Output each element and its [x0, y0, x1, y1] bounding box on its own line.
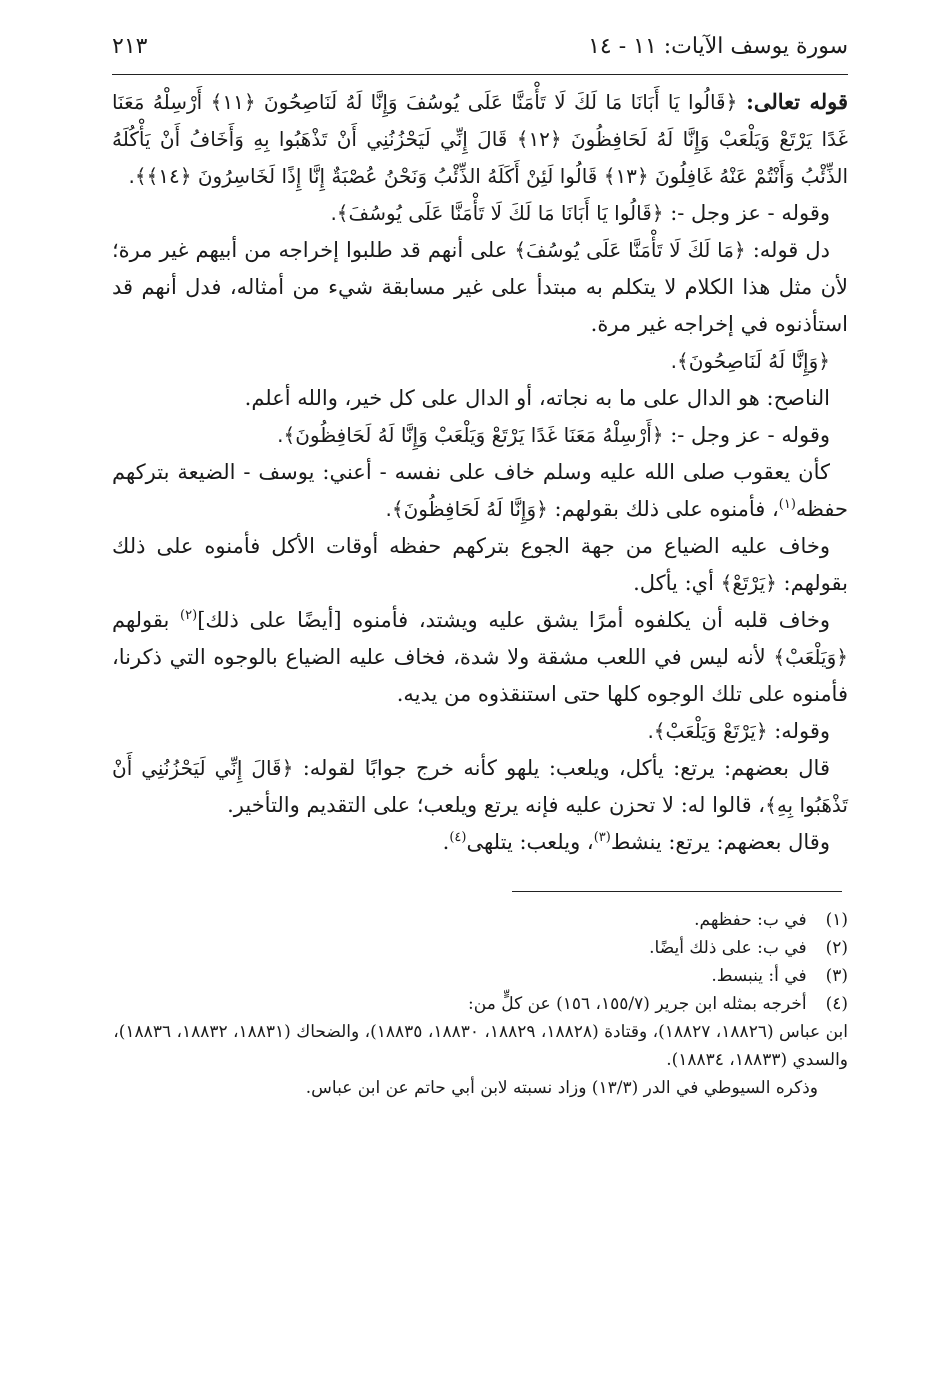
footnote-divider-wrap — [112, 891, 848, 892]
footnote-continuation: وذكره السيوطي في الدر (١٣/٣) وزاد نسبته لابن أبي حاتم عن ابن عباس. — [305, 1078, 818, 1098]
quran-quote: ﴿يَرْتَعْ وَيَلْعَبْ﴾. — [647, 719, 768, 743]
footnote-number: (٢) — [825, 938, 848, 958]
page-header — [112, 34, 848, 74]
text: وقوله: — [774, 719, 830, 743]
text: قال بعضهم: يرتع: يأكل، ويلعب: يلهو كأنه خرج جوابًا لقوله: — [302, 756, 830, 780]
text: أي: يأكل. — [633, 571, 714, 595]
text: ، قالوا له: لا تحزن عليه فإنه يرتع ويلعب؛ على التقديم والتأخير. — [227, 793, 766, 817]
paragraph-verses — [112, 83, 848, 195]
footnote-text: أخرجه بمثله ابن جرير (١٥٥/٧، ١٥٦) عن كلٍّ من: — [468, 994, 807, 1014]
paragraph — [112, 232, 848, 343]
paragraph — [112, 380, 848, 417]
quran-quote: ﴿يَرْتَعْ﴾ — [720, 571, 777, 595]
quran-quote: ﴿وَيَلْعَبْ﴾ — [773, 645, 848, 669]
footnote-ref: (١) — [778, 497, 796, 512]
paragraph — [112, 417, 848, 454]
text: ، ويلعب: يتلهى — [466, 830, 594, 854]
footnote-ref: (٢) — [180, 608, 198, 623]
text: بقولهم — [112, 608, 170, 632]
footnote-text: في أ: ينبسط. — [711, 966, 807, 986]
text: وقوله - عز وجل -: — [670, 201, 830, 225]
footnote-item — [112, 934, 848, 962]
footnote-item — [112, 906, 848, 934]
page-number: ٢١٣ — [112, 34, 148, 59]
footnote-text: في ب: على ذلك أيضًا. — [649, 938, 807, 958]
main-text — [112, 83, 848, 861]
quran-quote: ﴿وَإِنَّا لَهُ لَنَاصِحُونَ﴾. — [670, 349, 830, 373]
text: وخاف قلبه أن يكلفوه أمرًا يشق عليه ويشتد، فأمنوه [أيضًا على ذلك] — [197, 608, 830, 632]
text: على أنهم قد طلبوا إخراجه من أبيهم غير مرة؛ لأن مثل هذا الكلام لا يتكلم به مبتدأ على غير مسابقة شيء من أمثاله، فدل أنهم قد استأذنوه في إخراجه غير مرة. — [112, 238, 848, 336]
quran-verses: ﴿قَالُوا يَا أَبَانَا مَا لَكَ لَا تَأْمَنَّا عَلَى يُوسُفَ وَإِنَّا لَهُ لَنَاصِحُونَ ﴿١١﴾ أَرْسِلْهُ مَعَنَا غَدًا يَرْتَعْ وَيَلْعَبْ وَإِنَّا لَهُ لَحَافِظُونَ ﴿١٢﴾ قَالَ إِنِّي لَيَحْزُنُنِي أَنْ تَذْهَبُوا بِهِ وَأَخَافُ أَنْ يَأْكُلَهُ الذِّئْبُ وَأَنْتُمْ عَنْهُ غَافِلُونَ ﴿١٣﴾ قَالُوا لَئِنْ أَكَلَهُ الذِّئْبُ وَنَحْنُ عُصْبَةٌ إِنَّا إِذًا لَخَاسِرُونَ ﴿١٤﴾﴾. — [112, 90, 848, 188]
footnote-number: (٣) — [825, 966, 848, 986]
text: كأن يعقوب صلى الله عليه وسلم خاف على نفسه - أعني: يوسف - الضيعة بتركهم حفظه — [112, 460, 848, 521]
footnotes — [112, 906, 848, 1102]
footnote-item — [112, 962, 848, 990]
quran-quote: ﴿وَإِنَّا لَهُ لَحَافِظُونَ﴾. — [385, 497, 548, 521]
book-page — [112, 34, 848, 1102]
paragraph — [112, 824, 848, 861]
quran-quote: ﴿قَالَ إِنِّي لَيَحْزُنُنِي أَنْ تَذْهَبُوا بِهِ﴾ — [112, 756, 848, 817]
text: وقال بعضهم: يرتع: ينشط — [610, 830, 830, 854]
paragraph — [112, 454, 848, 528]
footnote-number: (١) — [825, 910, 848, 930]
paragraph — [112, 602, 848, 713]
footnote-ref: (٤) — [449, 830, 467, 845]
text: لأنه ليس في اللعب مشقة ولا شدة، فخاف عليه الضياع بالوجوه التي ذكرنا، فأمنوه على تلك الوجوه كلها حتى استنقذوه من يديه. — [112, 645, 848, 706]
text: ، فأمنوه على ذلك بقولهم: — [554, 497, 779, 521]
text: الناصح: هو الدال على ما به نجاته، أو الدال على كل خير، والله أعلم. — [244, 386, 830, 410]
quran-quote: ﴿مَا لَكَ لَا تَأْمَنَّا عَلَى يُوسُفَ﴾ — [514, 238, 746, 262]
paragraph — [112, 713, 848, 750]
paragraph — [112, 343, 848, 380]
footnote-item — [112, 990, 848, 1018]
quran-quote: ﴿قَالُوا يَا أَبَانَا مَا لَكَ لَا تَأْمَنَّا عَلَى يُوسُفَ﴾. — [330, 201, 664, 225]
quran-quote: ﴿أَرْسِلْهُ مَعَنَا غَدًا يَرْتَعْ وَيَلْعَبْ وَإِنَّا لَهُ لَحَافِظُونَ﴾. — [277, 423, 664, 447]
text: دل قوله: — [752, 238, 830, 262]
footnote-divider — [512, 891, 842, 892]
header-divider — [112, 74, 848, 75]
paragraph — [112, 750, 848, 824]
footnote-continuation: ابن عباس (١٨٨٢٦، ١٨٨٢٧)، وقتادة (١٨٨٢٨، ١٨٨٢٩، ١٨٨٣٠، ١٨٨٣٥)، والضحاك (١٨٨٣١، ١٨٨٣٢، ١٨٨٣٦)، والسدي (١٨٨٣٣، ١٨٨٣٤). — [113, 1022, 848, 1070]
verse-intro-label: قوله تعالى: — [746, 89, 848, 114]
footnote-text: في ب: حفظهم. — [694, 910, 807, 930]
paragraph — [112, 195, 848, 232]
running-title: سورة يوسف الآيات: ١١ - ١٤ — [588, 34, 848, 59]
paragraph — [112, 528, 848, 602]
footnote-ref: (٣) — [593, 830, 611, 845]
text: . — [442, 830, 450, 854]
footnote-number: (٤) — [825, 994, 848, 1014]
text: وقوله - عز وجل -: — [670, 423, 830, 447]
text: وخاف عليه الضياع من جهة الجوع بتركهم حفظه أوقات الأكل فأمنوه على ذلك بقولهم: — [112, 534, 848, 595]
